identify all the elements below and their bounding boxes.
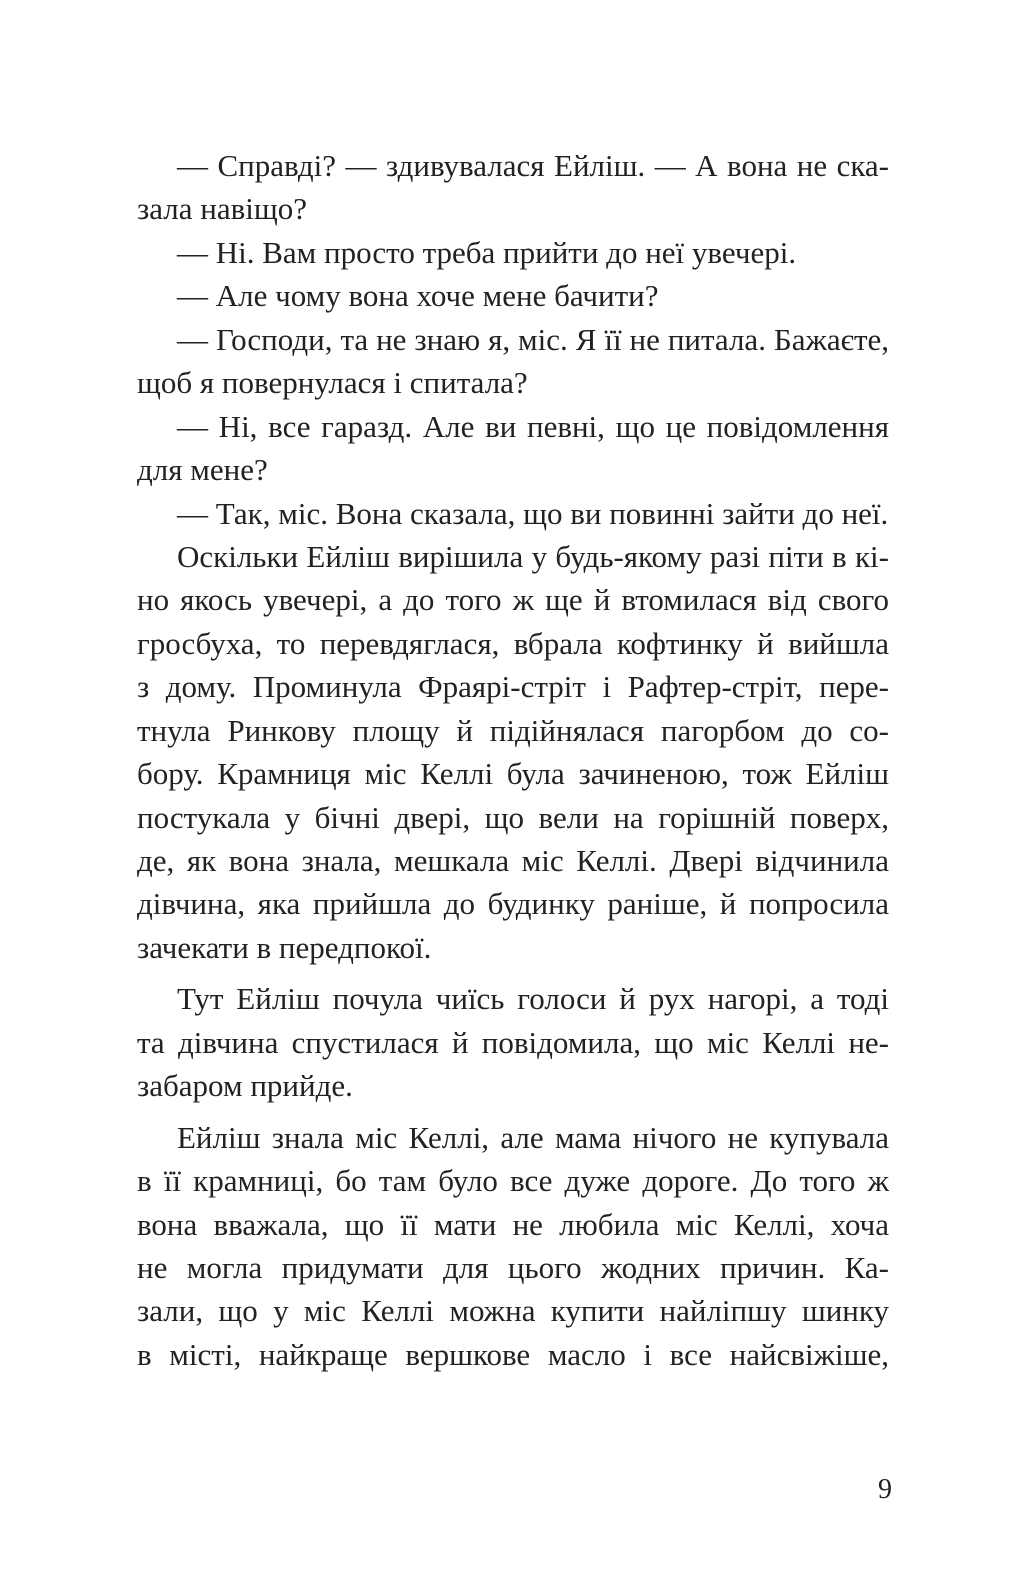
text-line: з дому. Проминула Фраярі-стріт і Рафтер-стріт, пере- — [137, 669, 889, 705]
body-text — [137, 144, 889, 1376]
text-line: — Ні. Вам просто треба прийти до неї увечері. — [177, 234, 797, 270]
text-line: зала навіщо? — [137, 191, 307, 227]
text-line: для мене? — [137, 452, 268, 488]
text-line: тнула Ринкову площу й підійнялася пагорбом до со- — [137, 712, 889, 748]
text-line: та дівчина спустилася й повідомила, що міс Келлі не- — [137, 1024, 889, 1060]
text-line: забаром прийде. — [137, 1068, 353, 1104]
text-line: — Справді? — здивувалася Ейліш. — А вона не ска- — [177, 148, 889, 183]
text-line: щоб я повернулася і спитала? — [137, 365, 528, 401]
text-line: в її крамниці, бо там було все дуже дороге. До того ж — [137, 1163, 889, 1199]
text-line: бору. Крамниця міс Келлі була зачиненою, тож Ейліш — [137, 756, 889, 792]
text-line: не могла придумати для цього жодних причин. Ка- — [137, 1249, 889, 1285]
text-line: но якось увечері, а до того ж ще й втомилася від свого — [137, 582, 889, 618]
text-line: Оскільки Ейліш вирішила у будь-якому разі піти в кі- — [177, 538, 889, 574]
text-line: в місті, найкраще вершкове масло і все найсвіжіше, — [137, 1336, 889, 1372]
text-line: зали, що у міс Келлі можна купити найліпшу шинку — [137, 1293, 889, 1329]
text-line: дівчина, яка прийшла до будинку раніше, й попросила — [137, 886, 889, 922]
text-line: де, як вона знала, мешкала міс Келлі. Двері відчинила — [137, 843, 889, 878]
text-line: — Так, міс. Вона сказала, що ви повинні зайти до неї. — [177, 495, 889, 531]
text-line: — Але чому вона хоче мене бачити? — [177, 278, 659, 314]
text-line: Тут Ейліш почула чиїсь голоси й рух нагорі, а тоді — [177, 981, 889, 1017]
text-line: постукала у бічні двері, що вели на горішній поверх, — [137, 799, 889, 835]
text-line: вона вважала, що її мати не любила міс Келлі, хоча — [137, 1206, 889, 1242]
text-line: — Господи, та не знаю я, міс. Я її не питала. Бажаєте, — [177, 321, 889, 357]
paragraph-gap — [137, 969, 889, 977]
text-line: гросбуха, то перевдяглася, вбрала кофтинку й вийшла — [137, 625, 889, 661]
page-number: 9 — [878, 1474, 892, 1505]
text-line: Ейліш знала міс Келлі, але мама нічого не купувала — [177, 1119, 889, 1155]
text-line: зачекати в передпокої. — [137, 929, 432, 965]
paragraph-gap — [137, 1108, 889, 1116]
text-line: — Ні, все гаразд. Але ви певні, що це повідомлення — [177, 408, 889, 444]
